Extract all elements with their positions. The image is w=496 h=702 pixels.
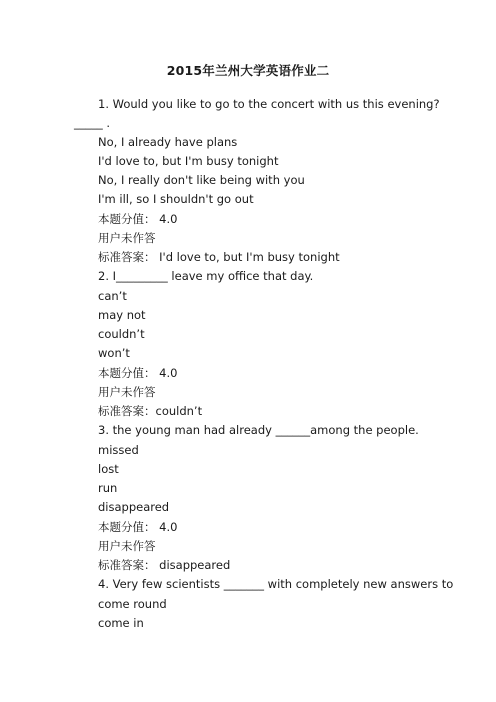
question-2-option-c: couldn’t: [98, 327, 145, 341]
question-3-option-c: run: [98, 481, 118, 495]
question-2-status: 用户未作答: [98, 385, 156, 399]
question-2-option-a: can’t: [98, 289, 127, 303]
question-4-text: 4. Very few scientists _______ with completely new answers to: [98, 577, 454, 591]
question-2-score: 本题分值： 4.0: [98, 366, 178, 380]
question-1-answer: 标准答案： I'd love to, but I'm busy tonight: [98, 250, 340, 264]
question-3-text: 3. the young man had already ______among the people.: [98, 423, 419, 437]
question-1-blank: _____ .: [74, 116, 111, 130]
question-1-text: 1. Would you like to go to the concert with us this evening?: [98, 97, 440, 111]
question-4-option-a: come round: [98, 597, 167, 611]
question-1-option-d: I'm ill, so I shouldn't go out: [98, 192, 254, 206]
document-title: 2015年兰州大学英语作业二: [166, 63, 330, 78]
question-3-answer: 标准答案： disappeared: [98, 558, 231, 572]
question-3-option-a: missed: [98, 443, 139, 457]
question-1-option-a: No, I already have plans: [98, 135, 238, 149]
question-1-status: 用户未作答: [98, 231, 156, 245]
question-3-score: 本题分值： 4.0: [98, 520, 178, 534]
question-2-text: 2. I_________ leave my office that day.: [98, 269, 314, 283]
question-3-option-d: disappeared: [98, 500, 170, 514]
question-1-option-b: I'd love to, but I'm busy tonight: [98, 154, 279, 168]
question-2-answer: 标准答案：couldn’t: [98, 404, 203, 418]
question-2-option-b: may not: [98, 308, 146, 322]
question-2-option-d: won’t: [98, 346, 130, 360]
question-1-score: 本题分值： 4.0: [98, 212, 178, 226]
question-3-status: 用户未作答: [98, 539, 156, 553]
question-1-option-c: No, I really don't like being with you: [98, 173, 305, 187]
question-3-option-b: lost: [98, 462, 119, 476]
question-4-option-b: come in: [98, 616, 144, 630]
